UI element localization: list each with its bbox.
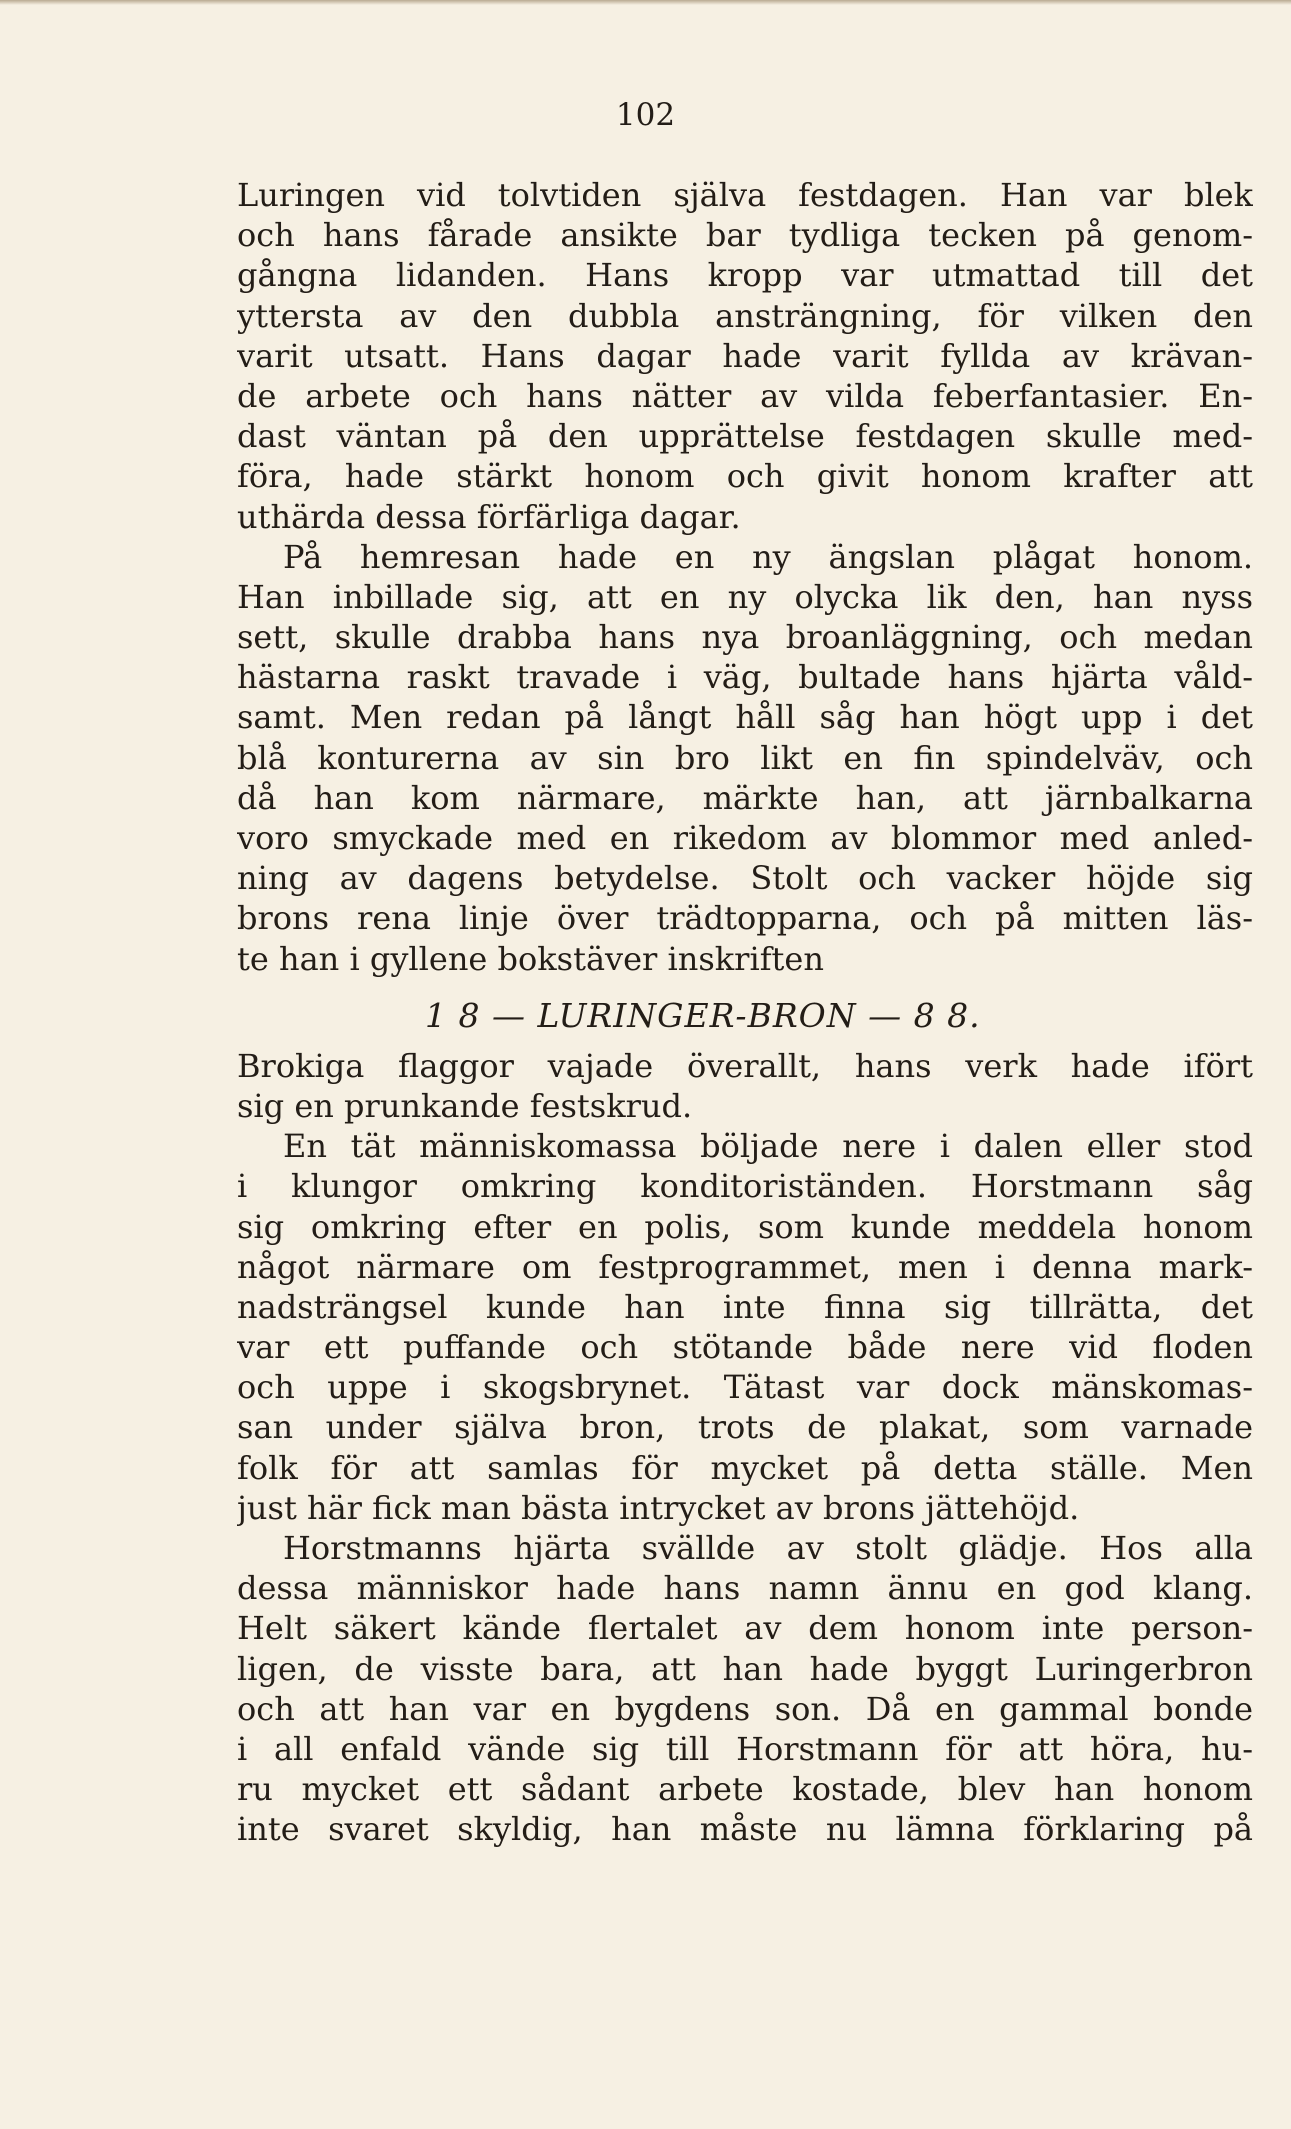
page-top-edge [0,0,1291,5]
text-line: Horstmanns hjärta svällde av stolt glädje. Hos alla [283,1529,1253,1567]
paragraph [237,1126,1253,1528]
bridge-inscription: 1 8 — LURINGER-BRON — 8 8. [425,995,981,1035]
text-line: i all enfald vände sig till Horstmann för att höra, hu- [237,1729,1253,1768]
text-line: ning av dagens betydelse. Stolt och vacker höjde sig [237,859,1253,898]
text-line: sett, skulle drabba hans nya broanläggning, och medan [237,618,1253,657]
text-line: då han kom närmare, märkte han, att järnbalkarna [237,778,1253,817]
text-line: sig omkring efter en polis, som kunde meddela honom [237,1207,1253,1246]
text-line: och att han var en bygdens son. Då en gammal bonde [237,1689,1253,1728]
paragraph [237,175,1253,537]
page-number: 102 [615,97,676,133]
text-line: de arbete och hans nätter av vilda feberfantasier. En- [237,376,1253,415]
paragraph [237,1528,1253,1850]
text-line: inte svaret skyldig, han måste nu lämna förklaring på [237,1810,1253,1849]
text-line: Luringen vid tolvtiden själva festdagen. Han var blek [237,176,1253,214]
text-line: sig en prunkande festskrud. [237,1086,693,1125]
text-line: och uppe i skogsbrynet. Tätast var dock mänskomas- [237,1368,1253,1407]
text-line: En tät människomassa böljade nere i dalen eller stod [283,1127,1253,1166]
text-line: gångna lidanden. Hans kropp var utmattad till det [237,256,1253,295]
text-line: hästarna raskt travade i väg, bultade hans hjärta våld- [237,658,1253,697]
text-line: blå konturerna av sin bro likt en fin spindelväv, och [237,738,1253,777]
text-line: föra, hade stärkt honom och givit honom krafter att [237,457,1253,496]
text-line: dessa människor hade hans namn ännu en god klang. [237,1569,1253,1608]
text-line: i klungor omkring konditoriständen. Horstmann såg [237,1167,1253,1206]
text-line: uthärda dessa förfärliga dagar. [237,497,741,536]
page-text [237,175,1253,1850]
paragraph [237,1046,1253,1126]
text-line: folk för att samlas för mycket på detta ställe. Men [237,1448,1253,1487]
text-line: voro smyckade med en rikedom av blommor med anled- [237,819,1253,857]
text-line: Helt säkert kände flertalet av dem honom inte person- [237,1609,1253,1648]
paragraph [237,537,1253,979]
text-line: varit utsatt. Hans dagar hade varit fyllda av krävan- [237,336,1253,375]
text-line: och hans fårade ansikte bar tydliga tecken på genom- [237,216,1253,255]
text-line: något närmare om festprogrammet, men i denna mark- [237,1247,1253,1286]
text-line: san under själva bron, trots de plakat, som varnade [237,1408,1253,1447]
text-line: brons rena linje över trädtopparna, och på mitten läs- [237,899,1253,938]
text-line: dast väntan på den upprättelse festdagen skulle med- [237,417,1253,456]
text-line: yttersta av den dubbla ansträngning, för vilken den [237,296,1253,335]
text-line: te han i gyllene bokstäver inskriften [237,939,824,978]
text-line: På hemresan hade en ny ängslan plågat honom. [283,537,1253,576]
text-line: ru mycket ett sådant arbete kostade, blev han honom [237,1770,1253,1809]
text-line: var ett puffande och stötande både nere vid floden [237,1328,1253,1367]
text-line: ligen, de visste bara, att han hade byggt Luringerbron [237,1649,1253,1688]
text-line: samt. Men redan på långt håll såg han högt upp i det [237,698,1253,737]
text-line: Brokiga flaggor vajade överallt, hans verk hade ifört [237,1046,1253,1085]
text-line: Han inbillade sig, att en ny olycka lik den, han nyss [237,577,1253,616]
text-line: just här fick man bästa intrycket av brons jättehöjd. [237,1488,1080,1527]
text-line: nadsträngsel kunde han inte finna sig tillrätta, det [237,1287,1253,1326]
